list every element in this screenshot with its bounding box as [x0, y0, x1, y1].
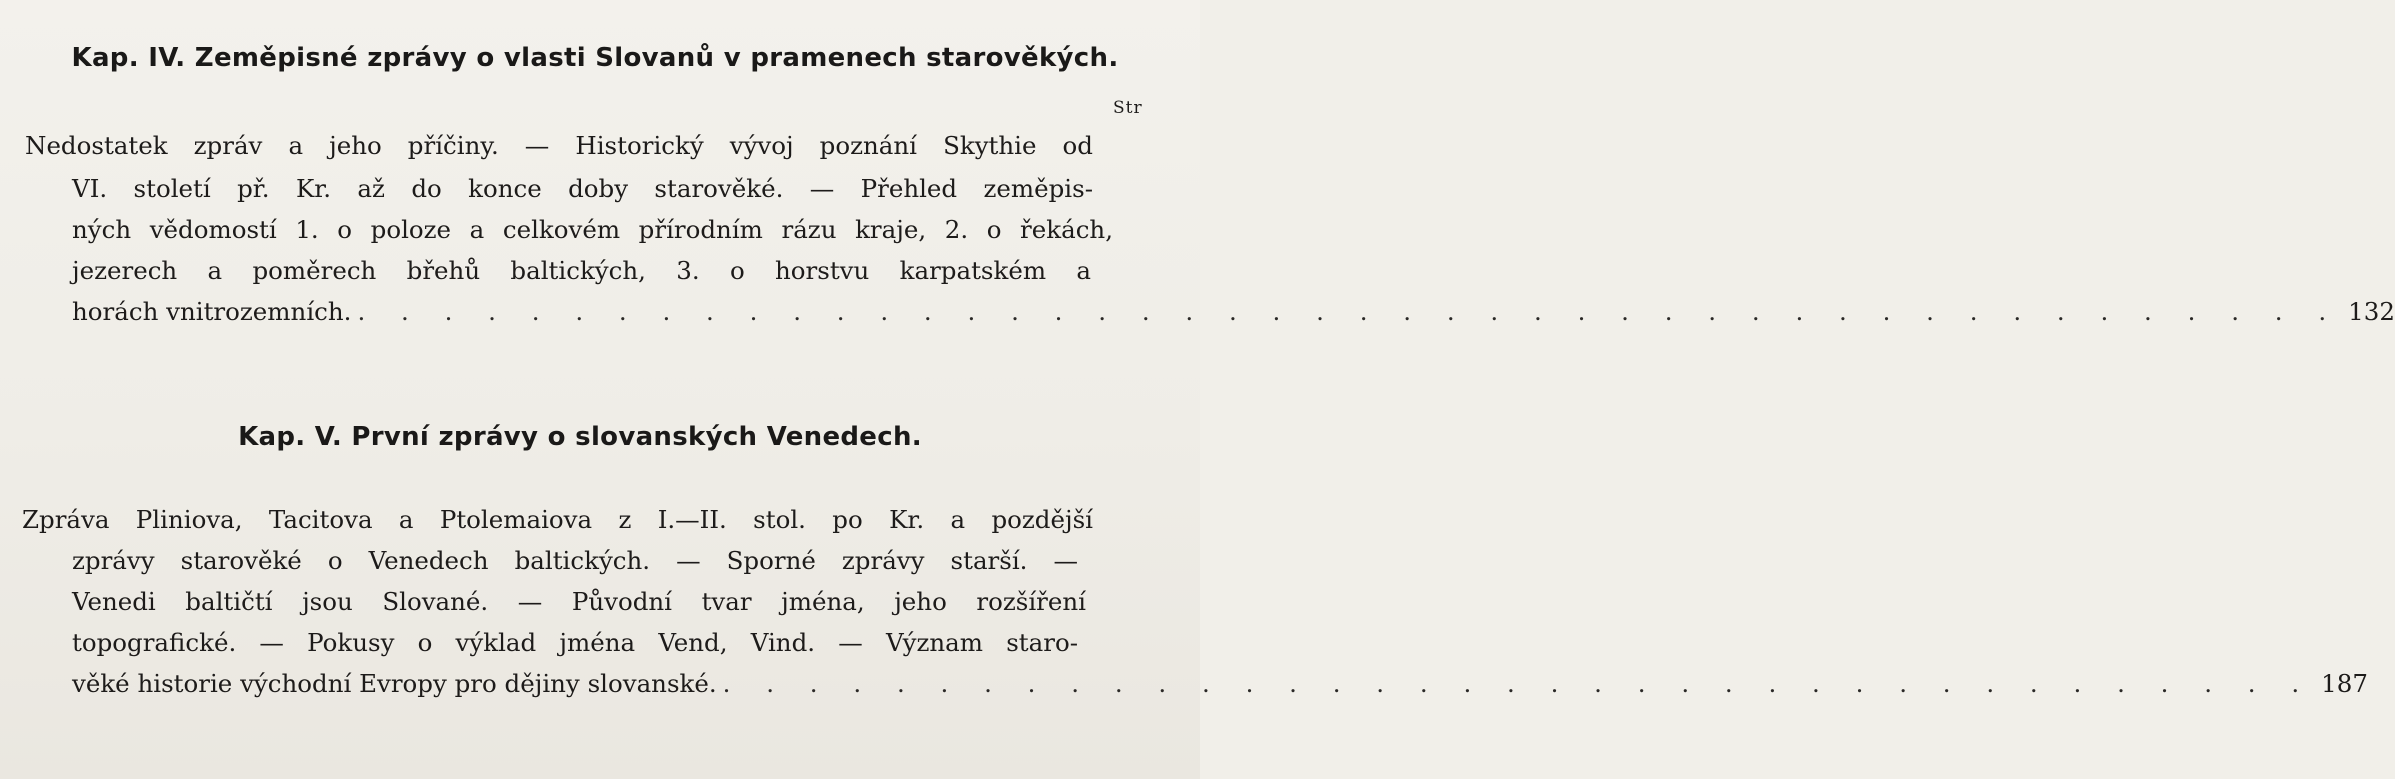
- leader-dots: . . . . . . . . . . . . . . . . . . . . . . . . . . . . . . . . . . . . .: [722, 669, 2314, 698]
- toc-entry-line: Zpráva Pliniova, Tacitova a Ptolemaiova z I.—II. stol. po Kr. a pozdější: [22, 505, 1093, 534]
- chapter-heading: Kap. V. První zprávy o slovanských Venedech.: [238, 422, 922, 452]
- toc-entry-line: Venedi baltičtí jsou Slované. — Původní tvar jména, jeho rozšíření: [72, 587, 1086, 616]
- page-number: 132: [2348, 297, 2395, 326]
- toc-entry-line: ných vědomostí 1. o poloze a celkovém přírodním rázu kraje, 2. o řekách,: [72, 215, 1113, 244]
- toc-entry-last-line: [72, 297, 2395, 327]
- toc-entry-last-line: [72, 669, 2368, 699]
- toc-entry-line: zprávy starověké o Venedech baltických. — Sporné zprávy starší. —: [72, 546, 1078, 575]
- page-column-label: Str: [1113, 98, 1143, 118]
- page-number: 187: [2321, 669, 2368, 698]
- toc-entry-line: VI. století př. Kr. až do konce doby starověké. — Přehled zeměpis-: [72, 174, 1093, 203]
- toc-entry-text: horách vnitrozemních.: [72, 297, 352, 326]
- toc-entry-text: věké historie východní Evropy pro dějiny slovanské.: [72, 669, 717, 698]
- leader-dots: . . . . . . . . . . . . . . . . . . . . . . . . . . . . . . . . . . . . . . . . . . . . . .: [357, 297, 2341, 326]
- toc-entry-line: topografické. — Pokusy o výklad jména Vend, Vind. — Význam staro-: [72, 628, 1078, 657]
- chapter-heading: Kap. IV. Zeměpisné zprávy o vlasti Slovanů v pramenech starověkých.: [71, 43, 1119, 73]
- toc-entry-line: Nedostatek zpráv a jeho příčiny. — Historický vývoj poznání Skythie od: [25, 131, 1093, 160]
- toc-entry-line: jezerech a poměrech břehů baltických, 3. o horstvu karpatském a: [72, 256, 1091, 285]
